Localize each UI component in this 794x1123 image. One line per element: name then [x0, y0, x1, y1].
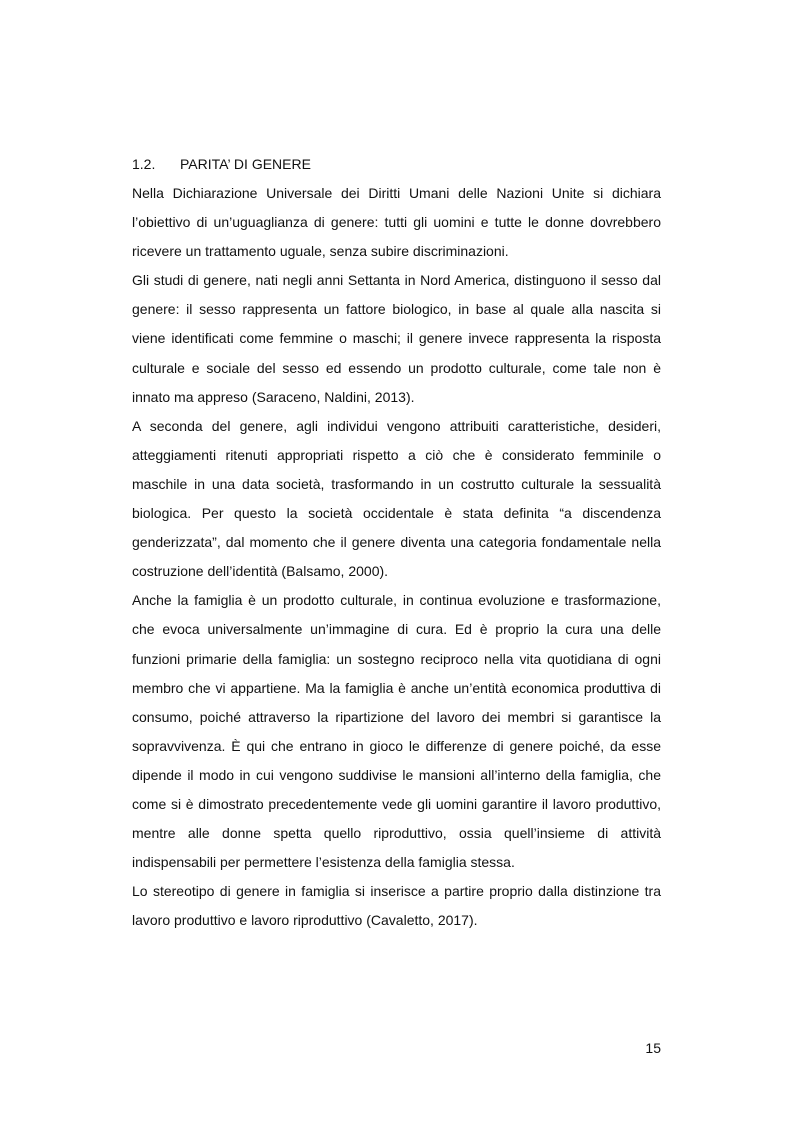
paragraph-gender-attributes: A seconda del genere, agli individui vengono attribuiti caratteristiche, desideri, atteggiamenti ritenuti appropriati rispetto a ciò che è considerato femminile o maschile in una data società, trasformando in un costrutto culturale la sessualità biologica. Per questo la società occidentale è stata definita “a discendenza genderizzata”, dal momento che il genere diventa una categoria fondamentale nella costruzione dell’identità (Balsamo, 2000). — [132, 417, 661, 580]
document-page — [132, 150, 661, 935]
page-number: 15 — [645, 1040, 661, 1056]
paragraph-gender-stereotype: Lo stereotipo di genere in famiglia si inserisce a partire proprio dalla distinzione tra lavoro produttivo e lavoro riproduttivo (Cavaletto, 2017). — [132, 883, 661, 929]
paragraph-gender-studies: Gli studi di genere, nati negli anni Settanta in Nord America, distinguono il sesso dal genere: il sesso rappresenta un fattore biologico, in base al quale alla nascita si viene identificati come femmine o maschi; il genere invece rappresenta la risposta culturale e sociale del sesso ed essendo un prodotto culturale, come tale non è innato ma appreso (Saraceno, Naldini, 2013). — [132, 272, 661, 405]
section-title: PARITA’ DI GENERE — [180, 156, 311, 172]
paragraph-universal-declaration: Nella Dichiarazione Universale dei Diritti Umani delle Nazioni Unite si dichiara l’obiettivo di un’uguaglianza di genere: tutti gli uomini e tutte le donne dovrebbero ricevere un trattamento uguale, senza subire discriminazioni. — [132, 185, 661, 260]
section-heading — [132, 150, 661, 179]
paragraph-family-culture: Anche la famiglia è un prodotto culturale, in continua evoluzione e trasformazione, che evoca universalmente un’immagine di cura. Ed è proprio la cura una delle funzioni primarie della famiglia: un sostegno reciproco nella vita quotidiana di ogni membro che vi appartiene. Ma la famiglia è anche un’entità economica produttiva di consumo, poiché attraverso la ripartizione del lavoro dei membri si garantisce la sopravvivenza. È qui che entrano in gioco le differenze di genere poiché, da esse dipende il modo in cui vengono suddivise le mansioni all’interno della famiglia, che come si è dimostrato precedentemente vede gli uomini garantire il lavoro produttivo, mentre alle donne spetta quello riproduttivo, ossia quell’insieme di attività indispensabili per permettere l’esistenza della famiglia stessa. — [132, 592, 661, 871]
section-number: 1.2. — [132, 156, 156, 172]
